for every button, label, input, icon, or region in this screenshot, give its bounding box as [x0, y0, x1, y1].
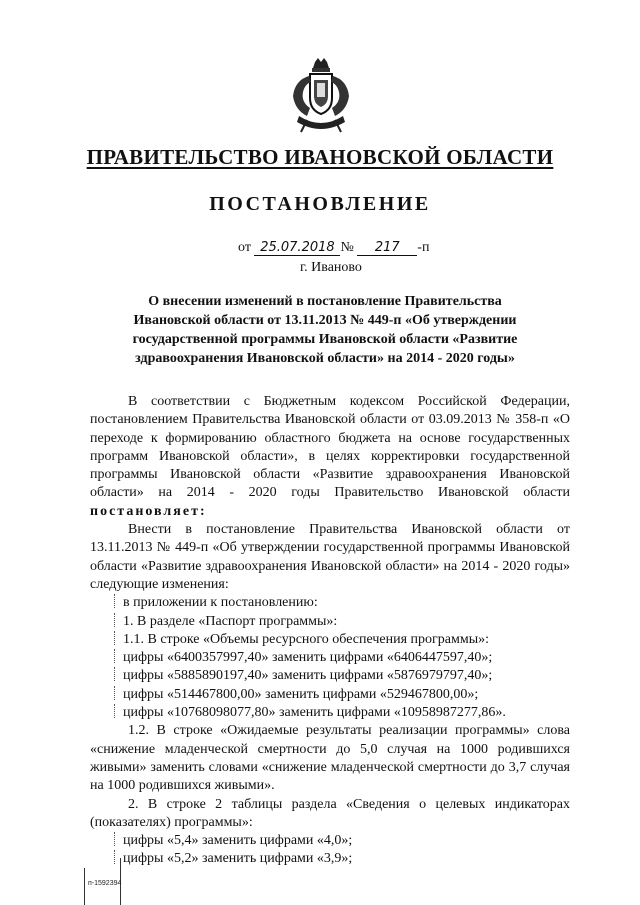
list-line: цифры «6400357997,40» заменить цифрами «6406447597,40»;: [90, 649, 570, 667]
city-name: г. Иваново: [300, 260, 362, 275]
paragraph-amend: Внести в постановление Правительства Ивановской области от 13.11.2013 № 449-п «Об утверждении государственной программы Ивановской области «Развитие здравоохранения Ивановской области» на 2014 - 2020 годы» следующие изменения:: [90, 522, 570, 592]
margin-mark: [114, 649, 121, 663]
handwritten-date: 25.07.2018: [254, 240, 340, 256]
paragraph-results: 1.2. В строке «Ожидаемые результаты реализации программы» слова «снижение младенческой смертности до 5,0 случая на 1000 родившихся живыми» заменить словами «снижение младенческой смертности до 3,7 случая на 1000 родившихся живыми».: [90, 723, 570, 794]
paragraph-basis: В соответствии с Бюджетным кодексом Российской Федерации, постановлением Правительства Ивановской области от 03.09.2013 № 358-п «О переходе к формированию областного бюджета на основе государственных программ Ивановской области», в целях корректировки государственной программы Ивановской области «Развитие здравоохранения Ивановской области» на 2014 - 2020 годы Правительство Ивановской области постановляет:: [90, 394, 570, 519]
margin-mark: [114, 594, 121, 608]
list-line: цифры «10768098077,80» заменить цифрами «10958987277,86».: [90, 704, 570, 722]
list-line: цифры «5885890197,40» заменить цифрами «5876979797,40»;: [90, 667, 570, 685]
handwritten-number: 217: [357, 240, 417, 256]
margin-mark: [114, 667, 121, 681]
list-line: цифры «514467800,00» заменить цифрами «529467800,00»;: [90, 686, 570, 704]
government-title: ПРАВИТЕЛЬСТВО ИВАНОВСКОЙ ОБЛАСТИ: [86, 145, 554, 169]
margin-mark: [114, 613, 121, 627]
number-suffix: -п: [417, 240, 430, 255]
decree-word: постановляет:: [90, 503, 207, 519]
scan-margin-line: [84, 868, 85, 905]
list-line: цифры «5,2» заменить цифрами «3,9»;: [90, 850, 570, 868]
document-subject: О внесении изменений в постановление Правительства Ивановской области от 13.11.2013 № 449-п «Об утверждении государственной программы Ивановской области «Развитие здравоохранения Ивановской области» на 2014 - 2020 годы»: [132, 294, 518, 366]
paragraph-indicators: 2. В строке 2 таблицы раздела «Сведения о целевых индикаторах (показателях) программы»:: [90, 796, 570, 830]
footer-code: п-1592394: [88, 880, 122, 887]
list-line: цифры «5,4» заменить цифрами «4,0»;: [90, 832, 570, 850]
list-line: 1.1. В строке «Объемы ресурсного обеспечения программы»:: [90, 631, 570, 649]
date-number-line: [238, 240, 429, 256]
date-prefix: от: [238, 240, 251, 255]
coat-of-arms-emblem: [285, 58, 357, 136]
margin-mark: [114, 704, 121, 718]
margin-mark: [114, 686, 121, 700]
list-line: 1. В разделе «Паспорт программы»:: [90, 613, 570, 631]
document-body: [90, 393, 570, 869]
list-line: в приложении к постановлению:: [90, 594, 570, 612]
number-sign: №: [340, 240, 354, 255]
margin-mark: [114, 832, 121, 846]
margin-mark: [114, 631, 121, 645]
document-type-title: ПОСТАНОВЛЕНИЕ: [209, 193, 431, 215]
